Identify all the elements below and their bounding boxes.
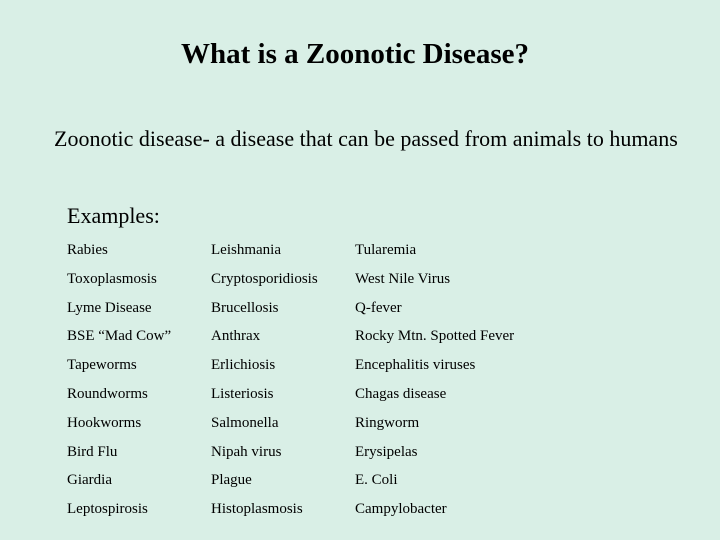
example-item: Erysipelas (355, 443, 418, 460)
slide-title: What is a Zoonotic Disease? (181, 38, 529, 70)
example-item: Salmonella (211, 414, 279, 431)
example-item: Toxoplasmosis (67, 270, 157, 287)
example-item: Giardia (67, 472, 112, 489)
example-item: Leishmania (211, 242, 281, 258)
example-item: Hookworms (67, 414, 142, 431)
example-item: Histoplasmosis (211, 501, 303, 518)
examples-grid (67, 236, 575, 524)
example-item: Rabies (67, 242, 108, 258)
example-item: West Nile Virus (355, 270, 451, 287)
example-item: Anthrax (211, 328, 261, 345)
example-item: Brucellosis (211, 299, 279, 316)
example-item: Chagas disease (355, 385, 447, 402)
example-item: Plague (211, 472, 252, 489)
example-item: Nipah virus (211, 443, 282, 460)
example-item: Erlichiosis (211, 357, 276, 374)
example-item: Lyme Disease (67, 299, 152, 316)
example-item: Campylobacter (355, 501, 447, 518)
example-item: Tapeworms (67, 357, 137, 374)
example-item: Bird Flu (67, 443, 118, 460)
example-item: Rocky Mtn. Spotted Fever (355, 328, 515, 345)
example-item: Q-fever (355, 299, 402, 316)
definition-text: Zoonotic disease- a disease that can be passed from animals to humans (54, 126, 678, 151)
example-item: BSE “Mad Cow” (67, 328, 172, 345)
example-item: Listeriosis (211, 385, 274, 402)
example-item: Ringworm (355, 414, 420, 431)
example-item: Encephalitis viruses (355, 357, 476, 374)
example-item: Tularemia (355, 242, 417, 258)
example-item: E. Coli (355, 472, 398, 489)
example-item: Roundworms (67, 385, 148, 402)
example-item: Cryptosporidiosis (211, 270, 318, 287)
example-item: Leptospirosis (67, 501, 148, 518)
examples-heading: Examples: (67, 203, 160, 228)
